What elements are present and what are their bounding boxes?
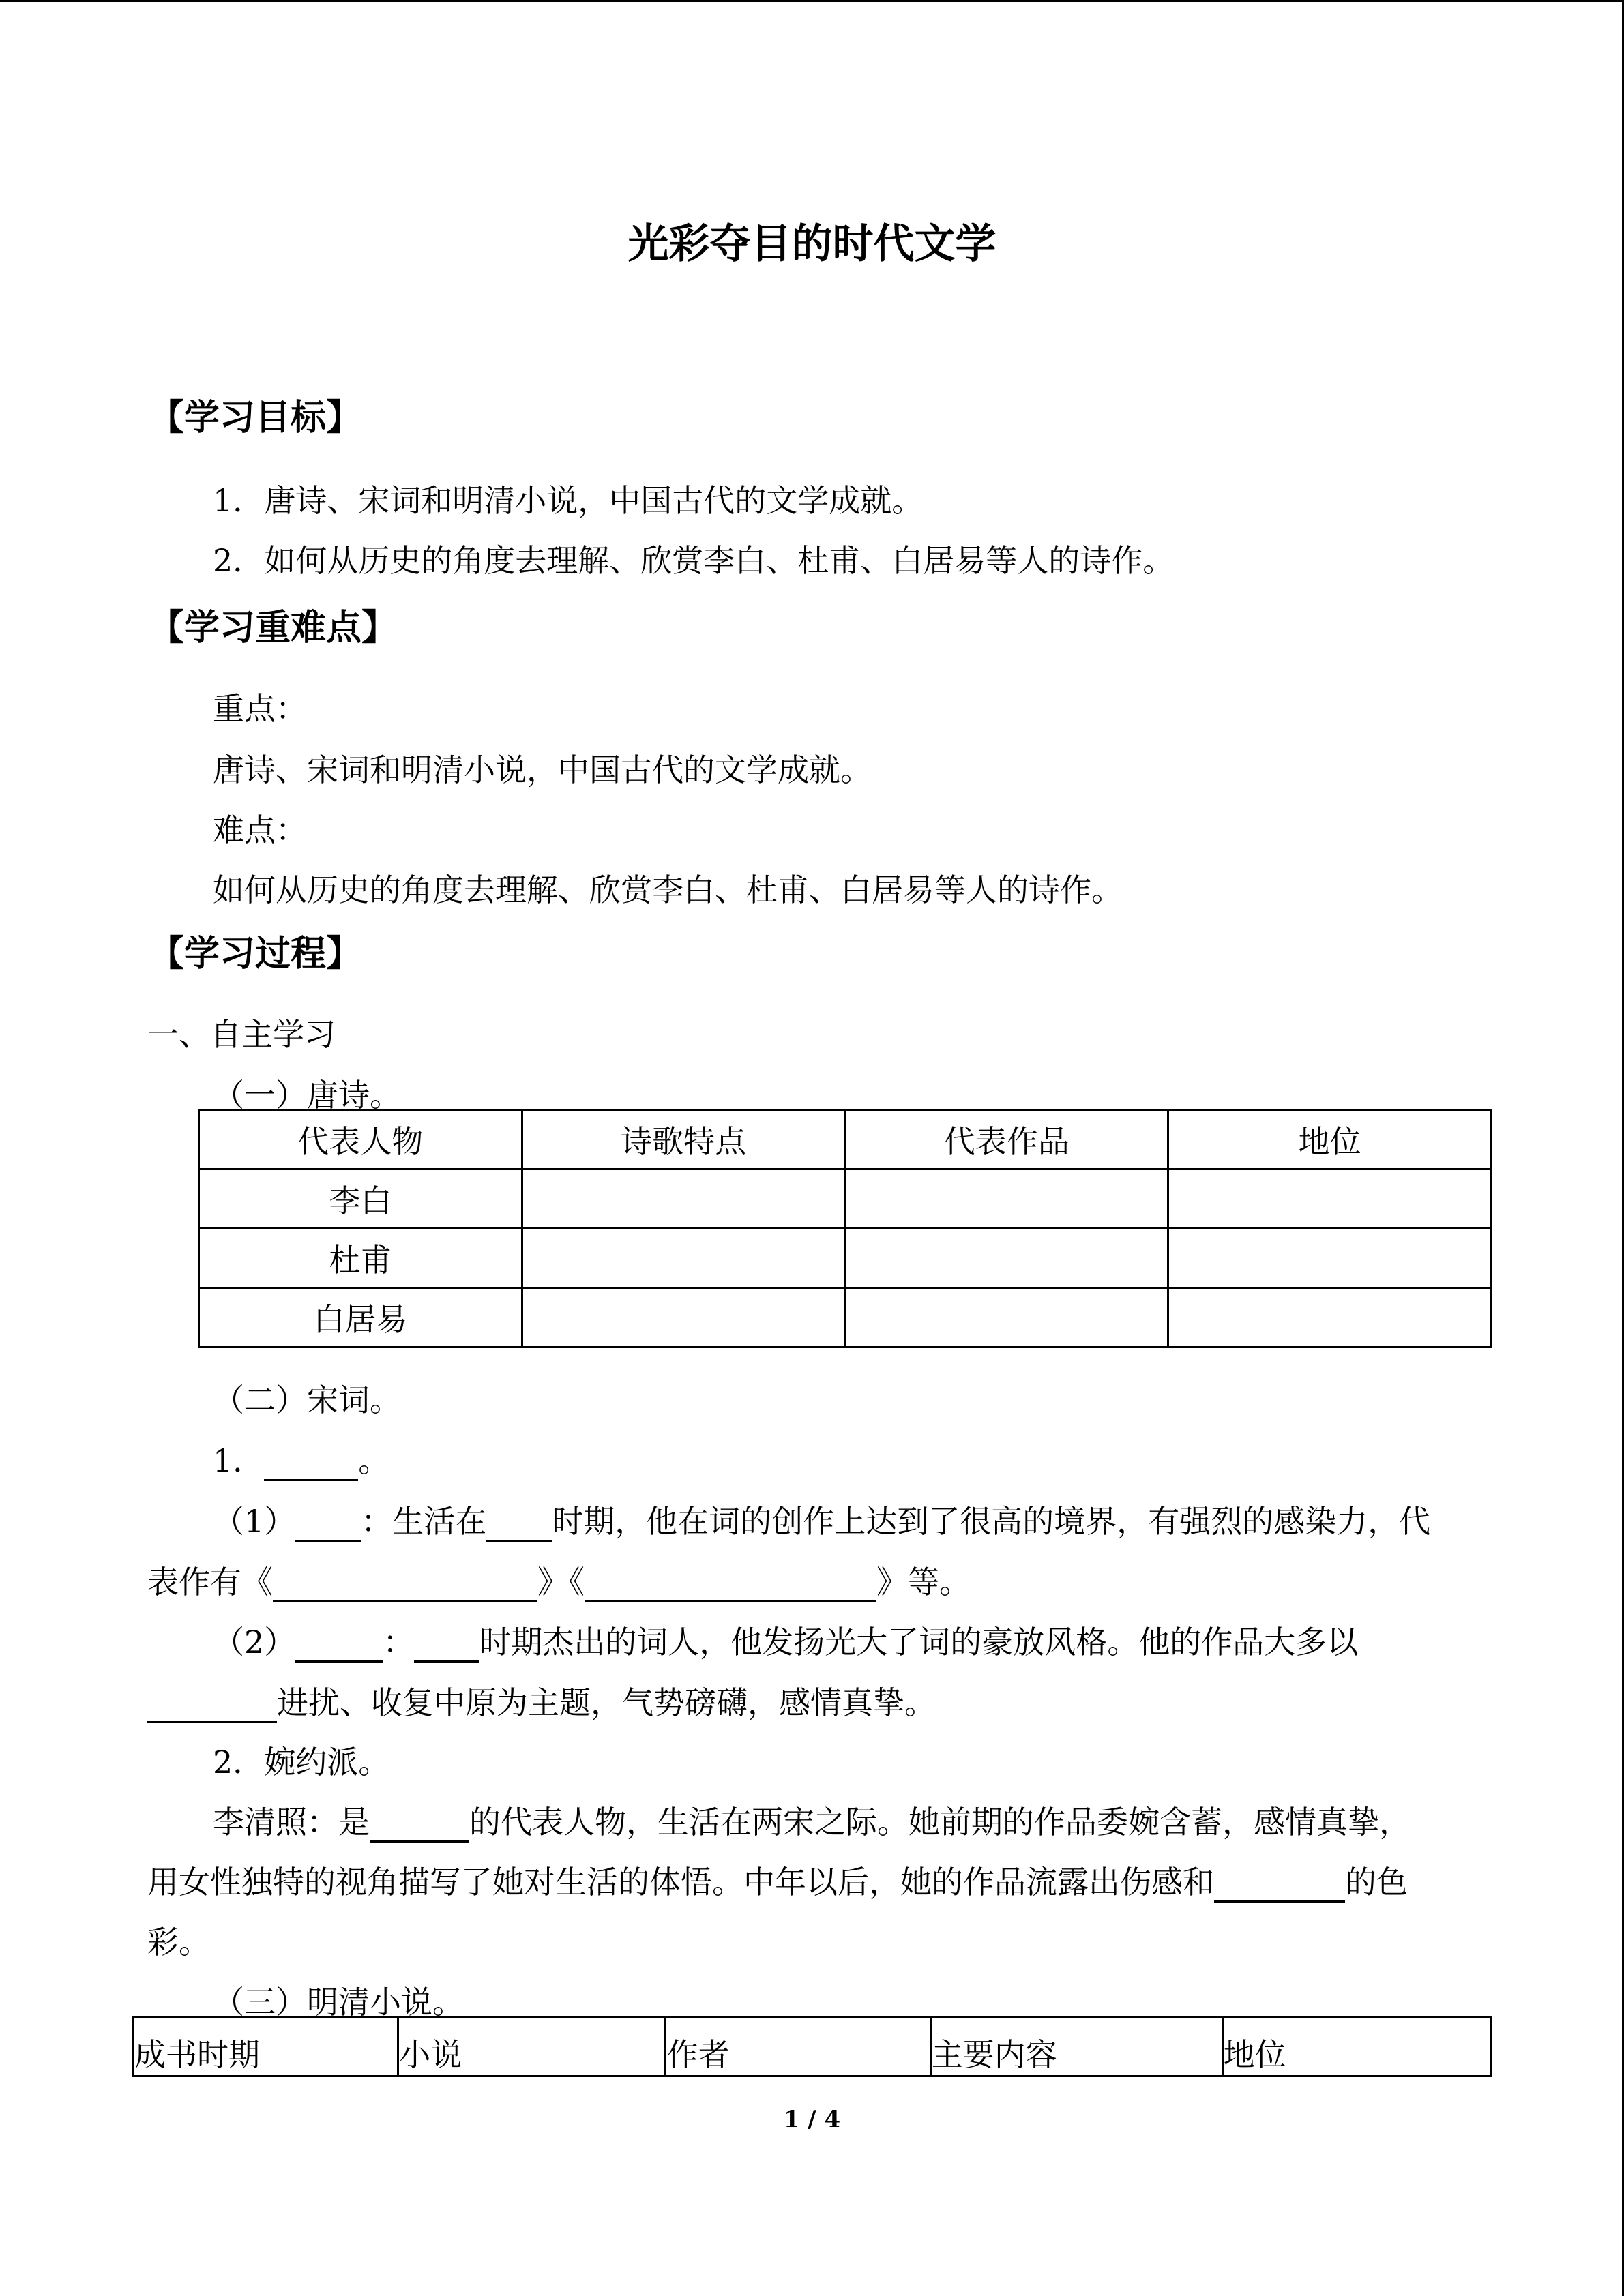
fill-blank [585,1566,876,1602]
self-study-label: 一、自主学习 [147,1016,336,1053]
table-cell [845,1229,1168,1288]
goals-heading: 【学习目标】 [149,397,362,438]
song-label: （二）宋词。 [213,1382,401,1418]
table-header-row [134,2017,1492,2076]
ming-qing-novels-table [132,2016,1492,2077]
table-row [199,1169,1492,1229]
difficult-label: 难点： [213,811,307,848]
table-cell [845,1288,1168,1347]
table-cell [1168,1229,1492,1288]
fill-blank [295,1626,383,1663]
ming-label: （三）明清小说。 [213,1984,464,2021]
fill-blank [264,1445,358,1481]
fill-blank [370,1806,469,1843]
table-header-cell: 作者 [666,2017,930,2076]
song-para-2-line-1: （2） ： 时期杰出的词人，他发扬光大了词的豪放风格。他的作品大多以 [213,1617,1358,1663]
page-border-top [0,0,1624,2]
song-item-2: 2．婉约派。 [213,1744,390,1780]
li-qingzhao-line-2: 用女性独特的视角描写了她对生活的体悟。中年以后，她的作品流露出伤感和 的色 [147,1858,1408,1903]
table-header-cell: 小说 [398,2017,666,2076]
table-cell [522,1169,845,1229]
page-number: 1 / 4 [783,2106,841,2133]
table-cell [1168,1169,1492,1229]
table-header-cell: 诗歌特点 [522,1110,845,1169]
table-header-cell: 主要内容 [930,2017,1222,2076]
fill-blank [147,1687,277,1723]
key-points-heading: 【学习重难点】 [149,607,398,648]
li-qingzhao-line-1: 李清照：是 的代表人物，生活在两宋之际。她前期的作品委婉含蓄，感情真挚， [213,1798,1411,1843]
table-header-row [199,1110,1492,1169]
li-qingzhao-line-3: 彩。 [147,1924,210,1960]
table-row [199,1229,1492,1288]
table-cell [522,1288,845,1347]
fill-blank [295,1506,361,1542]
song-item-1: 1． 。 [213,1436,389,1481]
tang-poetry-table [198,1109,1492,1348]
table-cell: 白居易 [199,1288,522,1347]
song-para-2-line-2: 进扰、收复中原为主题，气势磅礴，感情真挚。 [147,1678,936,1723]
tang-label: （一）唐诗。 [213,1077,401,1114]
song-para-1-line-1: （1） ：生活在 时期，他在词的创作上达到了很高的境界，有强烈的感染力，代 [213,1497,1430,1542]
table-cell [522,1229,845,1288]
table-header-cell: 地位 [1222,2017,1491,2076]
process-heading: 【学习过程】 [149,933,362,974]
table-header-cell: 地位 [1168,1110,1492,1169]
table-cell: 李白 [199,1169,522,1229]
fill-blank [273,1566,537,1602]
table-header-cell: 代表作品 [845,1110,1168,1169]
fill-blank [486,1506,552,1542]
table-row [199,1288,1492,1347]
table-header-cell: 成书时期 [134,2017,398,2076]
table-header-cell: 代表人物 [199,1110,522,1169]
goal-item-2: 2．如何从历史的角度去理解、欣赏李白、杜甫、白居易等人的诗作。 [213,542,1175,579]
difficult-text: 如何从历史的角度去理解、欣赏李白、杜甫、白居易等人的诗作。 [213,871,1123,908]
goal-item-1: 1．唐诗、宋词和明清小说，中国古代的文学成就。 [213,482,924,519]
fill-blank [1214,1866,1345,1903]
key-text: 唐诗、宋词和明清小说，中国古代的文学成就。 [213,751,872,788]
table-cell: 杜甫 [199,1229,522,1288]
table-cell [1168,1288,1492,1347]
key-label: 重点： [213,690,307,727]
fill-blank [414,1626,479,1663]
table-cell [845,1169,1168,1229]
song-para-1-line-2: 表作有《 》《 》等。 [147,1557,971,1602]
page-title: 光彩夺目的时代文学 [628,220,996,268]
